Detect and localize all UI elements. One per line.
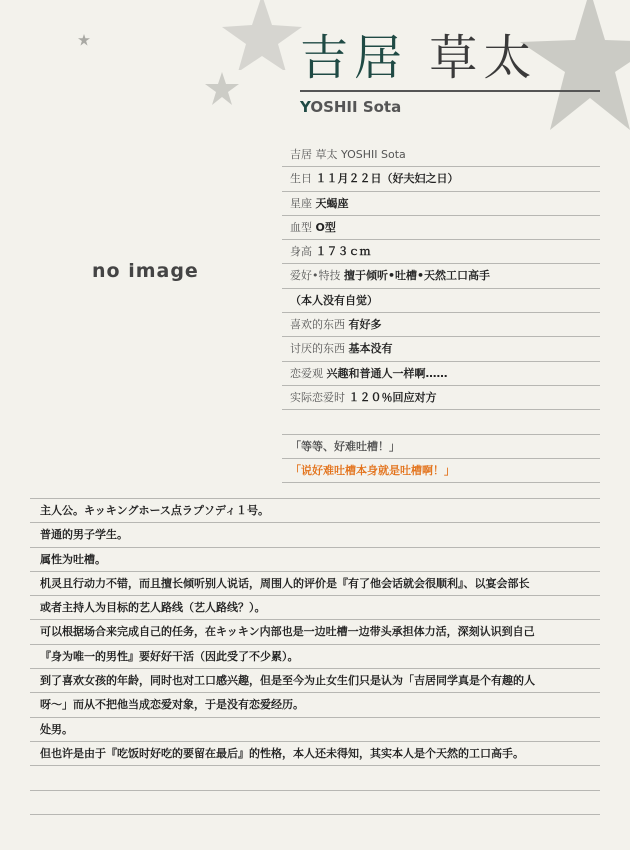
character-name-family: 吉居 — [300, 30, 409, 86]
star-decoration-tiny-icon — [78, 34, 90, 46]
star-decoration-large-icon — [222, 0, 302, 70]
name-divider — [300, 90, 600, 92]
description-line: 或者主持人为目标的艺人路线（艺人路线？）。 — [30, 596, 600, 620]
description-line: 普通的男子学生。 — [30, 523, 600, 547]
profile-row-likes: 喜欢的东西 有好多 — [282, 313, 600, 337]
description-line-empty — [30, 766, 600, 790]
star-decoration-small-icon — [205, 72, 239, 106]
character-name-given: 草太 — [429, 30, 538, 86]
profile-row-hobbies-note: （本人没有自觉） — [282, 289, 600, 313]
description-line: 机灵且行动力不错，而且擅长倾听别人说话，周围人的评价是『有了他会话就会很顺利』、以宴会部长 — [30, 572, 600, 596]
profile-row-blood-type: 血型 O型 — [282, 216, 600, 240]
portrait-placeholder: no image — [92, 260, 199, 282]
profile-row-spacer — [282, 410, 600, 434]
quote-line-1: 「等等、好难吐槽！」 — [282, 435, 600, 459]
description-line: 到了喜欢女孩的年龄，同时也对工口感兴趣，但是至今为止女生们只是认为「吉居同学真是个有趣的人 — [30, 669, 600, 693]
character-description — [30, 499, 600, 815]
profile-row-hobbies: 爱好•特技 擅于倾听•吐槽•天然工口高手 — [282, 264, 600, 288]
profile-row-love-view: 恋爱观 兴趣和普通人一样啊…… — [282, 362, 600, 386]
description-line-empty — [30, 791, 600, 815]
description-line: 可以根据场合来完成自己的任务，在キッキン内部也是一边吐槽一边带头承担体力活，深刻认识到自己 — [30, 620, 600, 644]
description-line: 但也许是由于『吃饭时好吃的要留在最后』的性格，本人还未得知，其实本人是个天然的工口高手。 — [30, 742, 600, 766]
description-line: 属性为吐槽。 — [30, 548, 600, 572]
profile-row-zodiac: 星座 天蝎座 — [282, 192, 600, 216]
profile-row-actual-love: 实际恋爱时 １２０％回应对方 — [282, 386, 600, 410]
profile-row-name: 吉居 草太 YOSHII Sota — [282, 143, 600, 167]
profile-row-dislikes: 讨厌的东西 基本没有 — [282, 337, 600, 361]
character-name-header — [300, 28, 600, 116]
description-line: 处男。 — [30, 718, 600, 742]
profile-row-height: 身高 １７３ｃｍ — [282, 240, 600, 264]
description-line: 『身为唯一的男性』要好好干活（因此受了不少累）。 — [30, 645, 600, 669]
description-line: 呀～」而从不把他当成恋爱对象，于是没有恋爱经历。 — [30, 693, 600, 717]
character-name-japanese — [300, 28, 600, 88]
quote-line-2: 「说好难吐槽本身就是吐槽啊！」 — [282, 459, 600, 483]
character-name-roman: YOSHII Sota — [300, 98, 402, 116]
profile-row-birthday: 生日 １１月２２日（好夫妇之日） — [282, 167, 600, 191]
description-line: 主人公。キッキングホース点ラプソディ１号。 — [30, 499, 600, 523]
profile-table — [282, 143, 600, 483]
